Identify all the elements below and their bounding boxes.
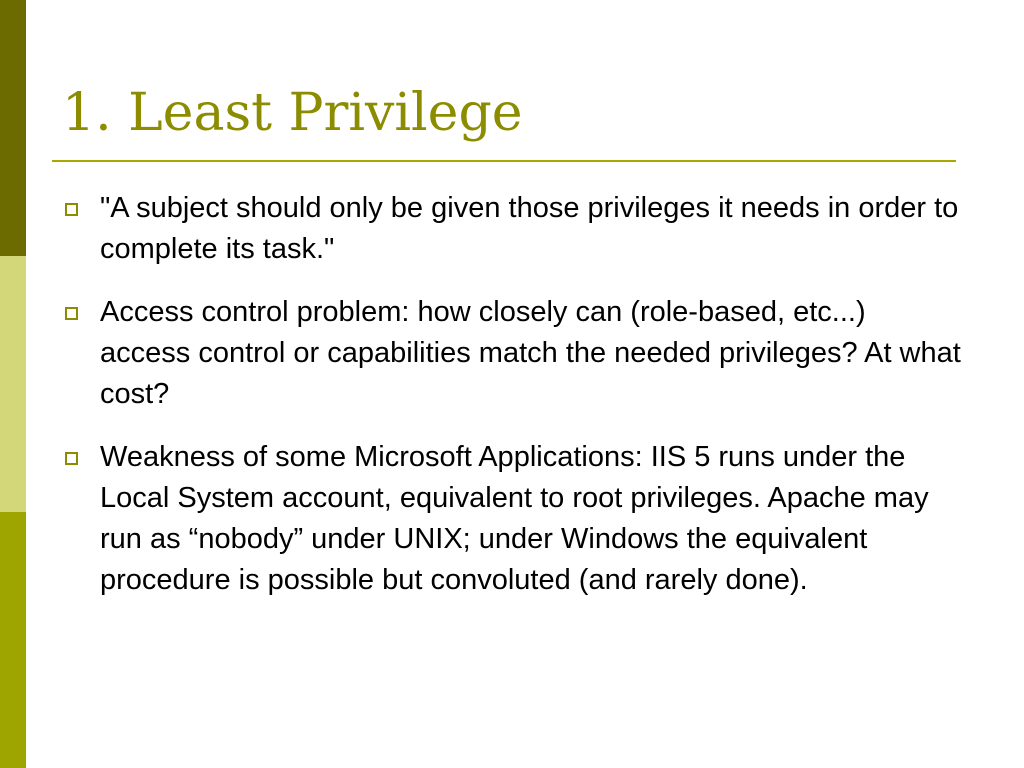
square-bullet-icon <box>65 203 78 216</box>
bullet-list <box>62 188 962 623</box>
bullet-text: Access control problem: how closely can (role-based, etc...) access control or capabilities match the needed privileges? At what cost? <box>100 296 961 410</box>
square-bullet-icon <box>65 307 78 320</box>
bullet-item <box>62 437 962 601</box>
slide-title: 1. Least Privilege <box>62 83 523 143</box>
stripe-segment-middle <box>0 256 26 512</box>
bullet-text: "A subject should only be given those privileges it needs in order to complete its task." <box>100 192 959 265</box>
square-bullet-icon <box>65 452 78 465</box>
stripe-segment-top <box>0 0 26 256</box>
bullet-item <box>62 292 962 415</box>
title-underline-rule <box>52 160 956 162</box>
bullet-item <box>62 188 962 270</box>
side-accent-stripe <box>0 0 26 768</box>
bullet-text: Weakness of some Microsoft Applications: IIS 5 runs under the Local System account, equivalent to root privileges. Apache may run as “nobody” under UNIX; under Windows the equivalent procedure is possible but convoluted (and rarely done). <box>100 441 929 596</box>
stripe-segment-bottom <box>0 512 26 768</box>
